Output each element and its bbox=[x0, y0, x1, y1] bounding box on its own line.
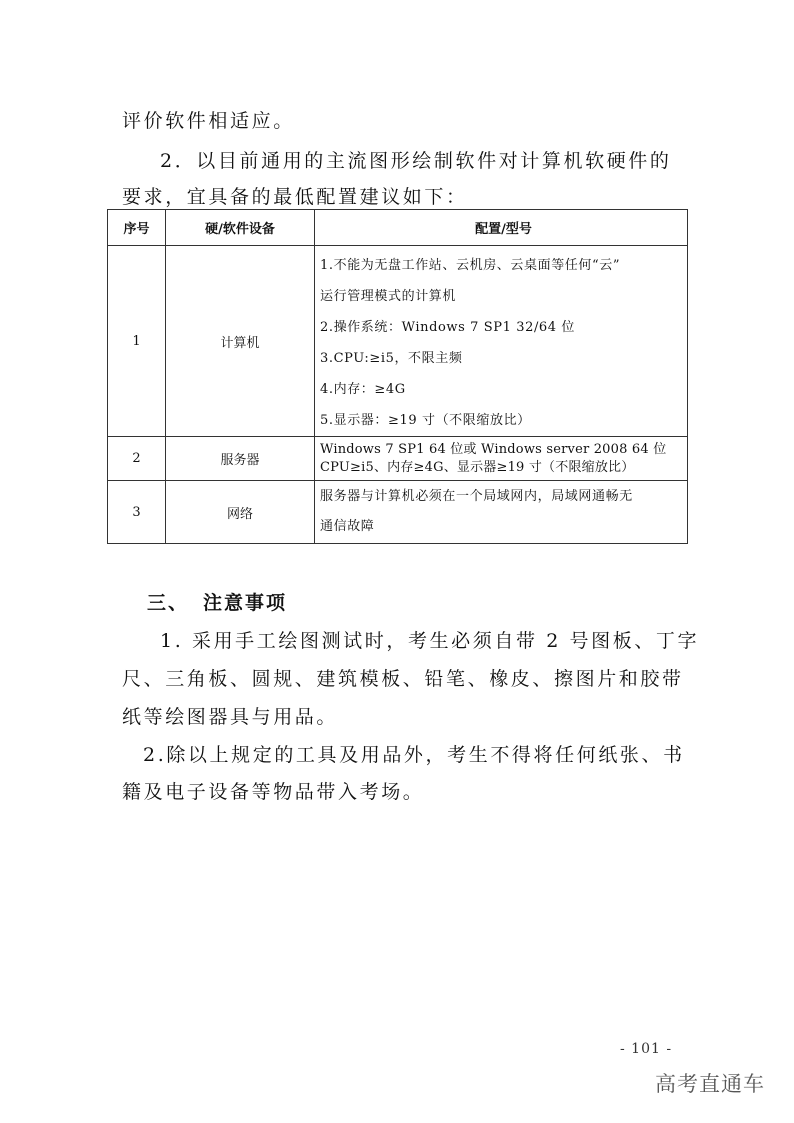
section-title: 注意事项 bbox=[203, 592, 288, 614]
config-line: 1.不能为无盘工作站、云机房、云桌面等任何“云” bbox=[320, 258, 621, 273]
row-config bbox=[315, 246, 688, 437]
row-no: 3 bbox=[108, 481, 166, 544]
row-config bbox=[315, 481, 688, 544]
config-line: 运行管理模式的计算机 bbox=[320, 289, 457, 304]
table-row bbox=[108, 481, 688, 544]
config-line: CPU≥i5、内存≥4G、显示器≥19 寸（不限缩放比） bbox=[320, 459, 635, 475]
watermark-text: 高考直通车 bbox=[655, 1072, 765, 1096]
config-table bbox=[107, 209, 688, 544]
row-device: 网络 bbox=[166, 481, 315, 544]
table-row bbox=[108, 246, 688, 437]
header-no: 序号 bbox=[108, 210, 166, 246]
section-number: 三、 bbox=[147, 592, 190, 614]
row-no: 2 bbox=[108, 437, 166, 481]
section-heading bbox=[147, 588, 287, 615]
para2-line-1: 2.除以上规定的工具及用品外，考生不得将任何纸张、书 bbox=[143, 744, 685, 766]
table-header-row bbox=[108, 210, 688, 246]
page-number: - 101 - bbox=[620, 1041, 673, 1057]
config-line: 5.显示器：≥19 寸（不限缩放比） bbox=[320, 413, 531, 428]
config-line: 服务器与计算机必须在一个局域网内，局域网通畅无 bbox=[320, 489, 633, 504]
para1-line-1: 1. 采用手工绘图测试时，考生必须自带 2 号图板、丁字 bbox=[160, 630, 700, 652]
row-device: 服务器 bbox=[166, 437, 315, 481]
row-config bbox=[315, 437, 688, 481]
header-config: 配置/型号 bbox=[315, 210, 688, 246]
table-row bbox=[108, 437, 688, 481]
body-line-2: 2．以目前通用的主流图形绘制软件对计算机软硬件的 bbox=[160, 150, 672, 172]
row-no: 1 bbox=[108, 246, 166, 437]
body-line-1: 评价软件相适应。 bbox=[122, 110, 295, 132]
config-line: 通信故障 bbox=[320, 519, 375, 534]
config-line: 2.操作系统：Windows 7 SP1 32/64 位 bbox=[320, 320, 576, 335]
header-device: 硬/软件设备 bbox=[166, 210, 315, 246]
config-line: 3.CPU:≥i5，不限主频 bbox=[320, 351, 463, 366]
para1-line-3: 纸等绘图器具与用品。 bbox=[122, 706, 339, 728]
config-line: 4.内存：≥4G bbox=[320, 382, 406, 397]
config-line: Windows 7 SP1 64 位或 Windows server 2008 64 位 bbox=[320, 441, 667, 457]
para1-line-2: 尺、三角板、圆规、建筑模板、铅笔、橡皮、擦图片和胶带 bbox=[122, 668, 684, 690]
body-line-3: 要求，宜具备的最低配置建议如下： bbox=[122, 186, 468, 208]
row-device: 计算机 bbox=[166, 246, 315, 437]
para2-line-2: 籍及电子设备等物品带入考场。 bbox=[122, 781, 425, 803]
